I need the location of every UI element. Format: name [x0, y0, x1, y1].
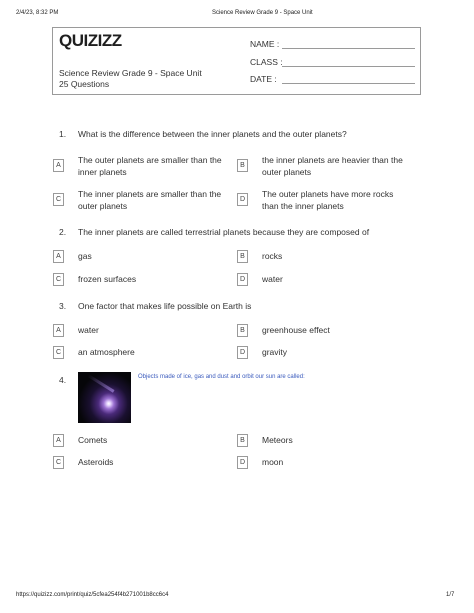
page-number: 1/7: [446, 592, 455, 598]
question-number: 4.: [59, 375, 67, 385]
class-field[interactable]: [282, 66, 415, 67]
option-letter-box[interactable]: C: [53, 193, 64, 206]
quiz-title: Science Review Grade 9 - Space Unit: [59, 68, 202, 78]
name-label: NAME :: [250, 39, 280, 49]
option-letter-box[interactable]: D: [237, 456, 248, 469]
option-letter-box[interactable]: D: [237, 273, 248, 286]
option-letter-box[interactable]: A: [53, 250, 64, 263]
question-text: What is the difference between the inner planets and the outer planets?: [78, 129, 347, 139]
name-field[interactable]: [282, 48, 415, 49]
option-text: greenhouse effect: [262, 325, 330, 335]
quizizz-logo: QUIZIZZ: [59, 31, 122, 50]
option-text: frozen surfaces: [78, 274, 137, 284]
option-letter-box[interactable]: A: [53, 434, 64, 447]
option-text: rocks: [262, 251, 283, 261]
option-text: an atmosphere: [78, 347, 135, 357]
option-letter-box[interactable]: A: [53, 159, 64, 172]
question-text: One factor that makes life possible on Earth is: [78, 301, 252, 311]
option-text: The inner planets are smaller than the outer planets: [78, 189, 222, 211]
question-text: Objects made of ice, gas and dust and orbit our sun are called:: [138, 374, 305, 380]
option-text: moon: [262, 457, 284, 467]
option-text: Comets: [78, 435, 108, 445]
question-number: 1.: [59, 129, 67, 139]
option-text: Asteroids: [78, 457, 114, 467]
print-url: https://quizizz.com/print/quiz/5cfea254f4b271001b8cc6c4: [16, 592, 169, 598]
class-label: CLASS :: [250, 57, 283, 67]
option-letter-box[interactable]: D: [237, 193, 248, 206]
question-count: 25 Questions: [59, 79, 110, 89]
option-letter-box[interactable]: B: [237, 250, 248, 263]
option-letter-box[interactable]: B: [237, 324, 248, 337]
option-text: water: [78, 325, 99, 335]
option-text: The outer planets have more rocks than the inner planets: [262, 189, 394, 211]
option-letter-box[interactable]: C: [53, 346, 64, 359]
question-number: 2.: [59, 227, 67, 237]
option-text: Meteors: [262, 435, 293, 445]
option-letter-box[interactable]: C: [53, 456, 64, 469]
question-text: The inner planets are called terrestrial planets because they are composed of: [78, 227, 370, 237]
print-datetime: 2/4/23, 8:32 PM: [16, 10, 59, 16]
option-text: water: [262, 274, 283, 284]
option-text: The outer planets are smaller than the inner planets: [78, 155, 222, 177]
option-text: the inner planets are heavier than the outer planets: [262, 155, 403, 177]
option-letter-box[interactable]: C: [53, 273, 64, 286]
option-letter-box[interactable]: B: [237, 159, 248, 172]
option-text: gravity: [262, 347, 288, 357]
option-text: gas: [78, 251, 92, 261]
option-letter-box[interactable]: D: [237, 346, 248, 359]
print-doc-title: Science Review Grade 9 - Space Unit: [212, 10, 313, 16]
date-label: DATE :: [250, 74, 277, 84]
option-letter-box[interactable]: B: [237, 434, 248, 447]
date-field[interactable]: [282, 83, 415, 84]
question-number: 3.: [59, 301, 67, 311]
comet-image: [78, 372, 131, 423]
option-letter-box[interactable]: A: [53, 324, 64, 337]
